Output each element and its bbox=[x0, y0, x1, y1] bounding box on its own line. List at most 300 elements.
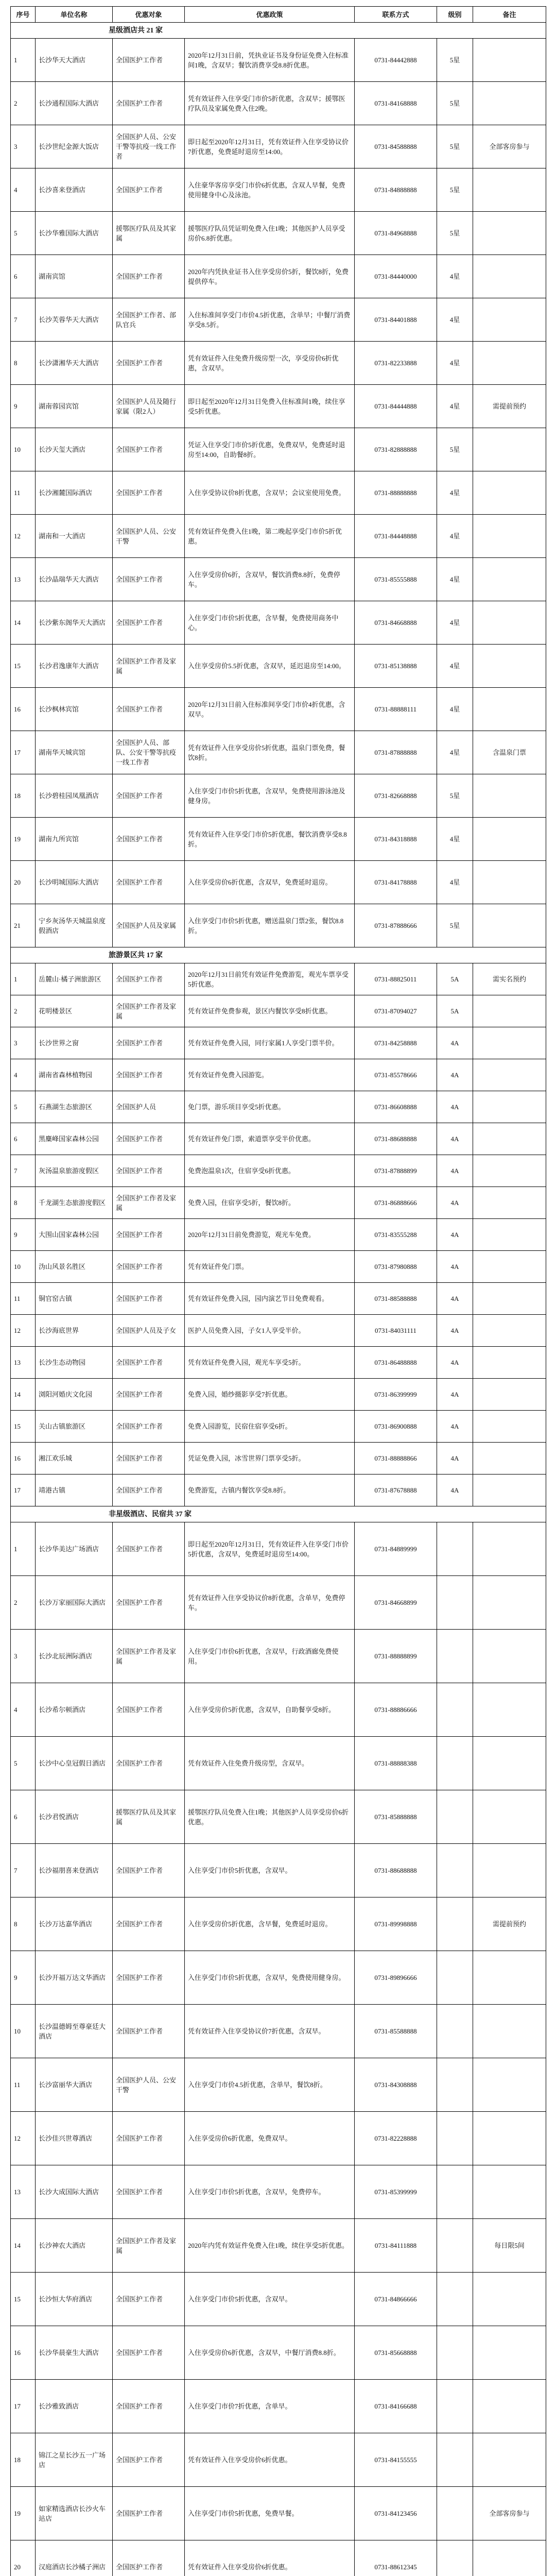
cell-remark bbox=[473, 688, 546, 731]
cell-policy: 凭有效证件入住享受房价6折优惠。 bbox=[185, 2540, 355, 2576]
cell-target: 全国医护工作者 bbox=[113, 1219, 185, 1251]
cell-level bbox=[437, 2005, 473, 2058]
cell-remark bbox=[473, 1155, 546, 1187]
cell-policy: 入住豪华客房享受门市价6折优惠，含双人早餐，免费使用健身中心及泳池。 bbox=[185, 168, 355, 212]
cell-contact: 0731-84444888 bbox=[355, 385, 437, 428]
cell-number: 9 bbox=[11, 385, 36, 428]
cell-policy: 即日起至2020年12月31日免费入住标准间1晚，续住享受5折优惠。 bbox=[185, 385, 355, 428]
cell-contact: 0731-85588888 bbox=[355, 2005, 437, 2058]
cell-contact: 0731-86399999 bbox=[355, 1379, 437, 1411]
table-row bbox=[11, 2326, 546, 2380]
table-row bbox=[11, 1897, 546, 1951]
cell-number: 13 bbox=[11, 558, 36, 601]
table-row bbox=[11, 515, 546, 558]
cell-remark bbox=[473, 2112, 546, 2165]
cell-number: 12 bbox=[11, 1315, 36, 1347]
cell-unit-name: 长沙中心皇冠假日酒店 bbox=[36, 1737, 113, 1790]
cell-target: 全国医护工作者 bbox=[113, 861, 185, 904]
cell-contact: 0731-89998888 bbox=[355, 1897, 437, 1951]
cell-remark: 需提前预约 bbox=[473, 385, 546, 428]
cell-number: 3 bbox=[11, 1630, 36, 1683]
cell-policy: 入住享受房价6折优惠，免费双早。 bbox=[185, 2112, 355, 2165]
table-row bbox=[11, 601, 546, 645]
table-row bbox=[11, 82, 546, 125]
cell-target: 全国医护工作者及家属 bbox=[113, 995, 185, 1027]
table-row bbox=[11, 1315, 546, 1347]
cell-remark: 全部客房参与 bbox=[473, 125, 546, 168]
cell-level: 4A bbox=[437, 1091, 473, 1123]
table-row bbox=[11, 818, 546, 861]
cell-contact: 0731-84668899 bbox=[355, 1576, 437, 1630]
cell-policy: 凭有效证件入住享受房价6折优惠。 bbox=[185, 2433, 355, 2487]
cell-contact: 0731-84318888 bbox=[355, 818, 437, 861]
cell-number: 7 bbox=[11, 1155, 36, 1187]
cell-target: 全国医护工作者 bbox=[113, 168, 185, 212]
cell-level: 5星 bbox=[437, 904, 473, 947]
cell-policy: 免费入园，婚纱摄影享受7折优惠。 bbox=[185, 1379, 355, 1411]
header-number: 序号 bbox=[11, 7, 36, 23]
cell-remark bbox=[473, 1737, 546, 1790]
cell-unit-name: 长沙通程国际大酒店 bbox=[36, 82, 113, 125]
cell-target: 全国医护工作者 bbox=[113, 2112, 185, 2165]
cell-remark bbox=[473, 2326, 546, 2380]
cell-number: 11 bbox=[11, 471, 36, 515]
cell-unit-name: 石燕湖生态旅游区 bbox=[36, 1091, 113, 1123]
cell-contact: 0731-84889999 bbox=[355, 1522, 437, 1576]
cell-contact: 0731-86608888 bbox=[355, 1091, 437, 1123]
table-row bbox=[11, 1790, 546, 1844]
cell-number: 8 bbox=[11, 1187, 36, 1219]
cell-contact: 0731-87678888 bbox=[355, 1475, 437, 1506]
cell-policy: 免费泡温泉1次，住宿享受6折优惠。 bbox=[185, 1155, 355, 1187]
cell-remark bbox=[473, 39, 546, 82]
cell-policy: 入住享受房价6折优惠，含双早，中餐厅消费8.8折。 bbox=[185, 2326, 355, 2380]
cell-level: 4A bbox=[437, 1315, 473, 1347]
cell-unit-name: 长沙晶瑞华天大酒店 bbox=[36, 558, 113, 601]
cell-remark bbox=[473, 1283, 546, 1315]
cell-policy: 入住享受协议价8折优惠，含双早；会议室使用免费。 bbox=[185, 471, 355, 515]
cell-remark bbox=[473, 2540, 546, 2576]
cell-target: 全国医护人员、公安干警 bbox=[113, 2058, 185, 2112]
cell-number: 2 bbox=[11, 1576, 36, 1630]
cell-level: 4星 bbox=[437, 645, 473, 688]
table-row bbox=[11, 2433, 546, 2487]
cell-number: 5 bbox=[11, 1091, 36, 1123]
cell-contact: 0731-84031111 bbox=[355, 1315, 437, 1347]
cell-remark bbox=[473, 515, 546, 558]
cell-number: 16 bbox=[11, 1443, 36, 1475]
cell-unit-name: 长沙北辰洲际酒店 bbox=[36, 1630, 113, 1683]
cell-policy: 凭有效证件入住享受协议价8折优惠，含单早，免费停车。 bbox=[185, 1576, 355, 1630]
cell-target: 援鄂医疗队员及其家属 bbox=[113, 212, 185, 255]
cell-target: 全国医护工作者 bbox=[113, 1155, 185, 1187]
cell-number: 17 bbox=[11, 1475, 36, 1506]
cell-contact: 0731-88888388 bbox=[355, 1737, 437, 1790]
cell-target: 全国医护人员及随行家属（限2人） bbox=[113, 385, 185, 428]
cell-target: 全国医护工作者 bbox=[113, 688, 185, 731]
cell-remark bbox=[473, 212, 546, 255]
table-row bbox=[11, 861, 546, 904]
cell-level: 5星 bbox=[437, 39, 473, 82]
cell-unit-name: 长沙恒大华府酒店 bbox=[36, 2273, 113, 2326]
cell-target: 全国医护工作者 bbox=[113, 1683, 185, 1737]
cell-number: 17 bbox=[11, 731, 36, 774]
cell-level: 4星 bbox=[437, 298, 473, 342]
cell-level: 4A bbox=[437, 1411, 473, 1443]
cell-level: 4星 bbox=[437, 601, 473, 645]
cell-level: 5A bbox=[437, 963, 473, 995]
header-contact: 联系方式 bbox=[355, 7, 437, 23]
cell-policy: 凭有效证件免门票，索道票享受半价优惠。 bbox=[185, 1123, 355, 1155]
cell-policy: 援鄂医疗队员凭证明免费入住1晚；其他医护人员享受房价6.8折优惠。 bbox=[185, 212, 355, 255]
cell-level bbox=[437, 1683, 473, 1737]
cell-remark bbox=[473, 1443, 546, 1475]
table-row bbox=[11, 298, 546, 342]
table-row bbox=[11, 645, 546, 688]
cell-unit-name: 长沙希尔顿酒店 bbox=[36, 1683, 113, 1737]
cell-policy: 凭证免费入园，冰雪世界门票享受5折。 bbox=[185, 1443, 355, 1475]
cell-level: 4A bbox=[437, 1123, 473, 1155]
cell-contact: 0731-84442888 bbox=[355, 39, 437, 82]
cell-level bbox=[437, 1576, 473, 1630]
cell-unit-name: 长沙海底世界 bbox=[36, 1315, 113, 1347]
cell-contact: 0731-82233888 bbox=[355, 342, 437, 385]
cell-contact: 0731-84155555 bbox=[355, 2433, 437, 2487]
cell-target: 全国医护工作者 bbox=[113, 1347, 185, 1379]
cell-unit-name: 长沙紫东阁华天大酒店 bbox=[36, 601, 113, 645]
cell-policy: 凭有效证件入住享受门市价5折优惠，含双早；援鄂医疗队员及家属免费入住2晚。 bbox=[185, 82, 355, 125]
cell-remark bbox=[473, 2005, 546, 2058]
cell-target: 全国医护工作者 bbox=[113, 255, 185, 298]
section-heading-row bbox=[11, 1506, 546, 1522]
cell-contact: 0731-85668888 bbox=[355, 2326, 437, 2380]
cell-unit-name: 铜官窑古镇 bbox=[36, 1283, 113, 1315]
cell-target: 全国医护工作者 bbox=[113, 1123, 185, 1155]
cell-contact: 0731-88888899 bbox=[355, 1630, 437, 1683]
cell-unit-name: 长沙世纪金源大饭店 bbox=[36, 125, 113, 168]
cell-level bbox=[437, 1737, 473, 1790]
cell-target: 全国医护工作者及家属 bbox=[113, 2219, 185, 2273]
cell-unit-name: 长沙枫林宾馆 bbox=[36, 688, 113, 731]
cell-contact: 0731-88688888 bbox=[355, 1123, 437, 1155]
cell-contact: 0731-84123456 bbox=[355, 2487, 437, 2540]
cell-target: 全国医护工作者 bbox=[113, 1027, 185, 1059]
table-row bbox=[11, 1411, 546, 1443]
table-row bbox=[11, 1475, 546, 1506]
cell-level bbox=[437, 1522, 473, 1576]
cell-number: 5 bbox=[11, 1737, 36, 1790]
cell-unit-name: 长沙开福万达文华酒店 bbox=[36, 1951, 113, 2005]
cell-number: 15 bbox=[11, 645, 36, 688]
cell-unit-name: 湖南和一大酒店 bbox=[36, 515, 113, 558]
cell-policy: 入住享受门市价5折优惠，赠送温泉门票2张，餐饮8.8折。 bbox=[185, 904, 355, 947]
table-row bbox=[11, 1155, 546, 1187]
cell-target: 全国医护工作者 bbox=[113, 2165, 185, 2219]
cell-unit-name: 锦江之星长沙五一广场店 bbox=[36, 2433, 113, 2487]
table-row bbox=[11, 1123, 546, 1155]
cell-target: 全国医护工作者及家属 bbox=[113, 645, 185, 688]
cell-remark: 全部客房参与 bbox=[473, 2487, 546, 2540]
cell-number: 11 bbox=[11, 2058, 36, 2112]
table-row bbox=[11, 2380, 546, 2433]
cell-unit-name: 湖南蓉园宾馆 bbox=[36, 385, 113, 428]
cell-remark bbox=[473, 818, 546, 861]
cell-unit-name: 宁乡灰汤华天城温泉度假酒店 bbox=[36, 904, 113, 947]
cell-unit-name: 汉庭酒店长沙橘子洲店 bbox=[36, 2540, 113, 2576]
table-row bbox=[11, 1951, 546, 2005]
cell-number: 13 bbox=[11, 1347, 36, 1379]
cell-remark bbox=[473, 255, 546, 298]
table-row bbox=[11, 1027, 546, 1059]
cell-remark bbox=[473, 1475, 546, 1506]
table-row bbox=[11, 39, 546, 82]
cell-level: 4A bbox=[437, 1059, 473, 1091]
cell-policy: 入住享受房价5折优惠，含双早，自助餐享受8折。 bbox=[185, 1683, 355, 1737]
cell-unit-name: 长沙雅致酒店 bbox=[36, 2380, 113, 2433]
cell-contact: 0731-85555888 bbox=[355, 558, 437, 601]
cell-contact: 0731-84448888 bbox=[355, 515, 437, 558]
header-target: 优惠对象 bbox=[113, 7, 185, 23]
cell-target: 全国医护工作者 bbox=[113, 1475, 185, 1506]
cell-contact: 0731-84866666 bbox=[355, 2273, 437, 2326]
cell-unit-name: 关山古镇旅游区 bbox=[36, 1411, 113, 1443]
cell-level: 4A bbox=[437, 1475, 473, 1506]
table-row bbox=[11, 385, 546, 428]
cell-contact: 0731-88688888 bbox=[355, 1844, 437, 1897]
cell-policy: 入住享受房价5.5折优惠，含双早，延迟退房至14:00。 bbox=[185, 645, 355, 688]
cell-level bbox=[437, 2112, 473, 2165]
cell-remark bbox=[473, 645, 546, 688]
cell-number: 8 bbox=[11, 342, 36, 385]
table-row bbox=[11, 125, 546, 168]
cell-unit-name: 如家精选酒店长沙火车站店 bbox=[36, 2487, 113, 2540]
cell-unit-name: 长沙君逸康年大酒店 bbox=[36, 645, 113, 688]
section-heading-row bbox=[11, 23, 546, 39]
cell-target: 全国医护工作者 bbox=[113, 1059, 185, 1091]
cell-unit-name: 长沙大成国际大酒店 bbox=[36, 2165, 113, 2219]
cell-remark bbox=[473, 168, 546, 212]
cell-contact: 0731-82888888 bbox=[355, 428, 437, 471]
cell-unit-name: 湘江欢乐城 bbox=[36, 1443, 113, 1475]
cell-remark bbox=[473, 601, 546, 645]
cell-level: 4星 bbox=[437, 385, 473, 428]
table-row bbox=[11, 1251, 546, 1283]
cell-policy: 即日起至2020年12月31日，凭有效证件入住享受协议价7折优惠，免费延时退房至14:00。 bbox=[185, 125, 355, 168]
cell-target: 全国医护工作者 bbox=[113, 2433, 185, 2487]
cell-unit-name: 灰汤温泉旅游度假区 bbox=[36, 1155, 113, 1187]
cell-policy: 免费游览，古镇内餐饮享受8.8折。 bbox=[185, 1475, 355, 1506]
cell-level: 4A bbox=[437, 1443, 473, 1475]
table-row bbox=[11, 428, 546, 471]
cell-policy: 入住享受门市价6折优惠，含双早，行政酒廊免费使用。 bbox=[185, 1630, 355, 1683]
cell-target: 全国医护人员 bbox=[113, 1091, 185, 1123]
cell-level bbox=[437, 2540, 473, 2576]
table-row bbox=[11, 2165, 546, 2219]
cell-contact: 0731-88825011 bbox=[355, 963, 437, 995]
cell-policy: 2020年12月31日前凭有效证件免费游览，观光车票享受5折优惠。 bbox=[185, 963, 355, 995]
cell-policy: 免费入园游览，民宿住宿享受6折。 bbox=[185, 1411, 355, 1443]
cell-unit-name: 长沙万达嘉华酒店 bbox=[36, 1897, 113, 1951]
cell-unit-name: 黑麋峰国家森林公园 bbox=[36, 1123, 113, 1155]
cell-policy: 凭有效证件免费入园，同行家属1人享受门票半价。 bbox=[185, 1027, 355, 1059]
cell-policy: 入住享受门市价5折优惠，含双早。 bbox=[185, 2273, 355, 2326]
cell-number: 19 bbox=[11, 2487, 36, 2540]
table-row bbox=[11, 2005, 546, 2058]
cell-level bbox=[437, 2165, 473, 2219]
cell-number: 9 bbox=[11, 1951, 36, 2005]
cell-unit-name: 长沙生态动物园 bbox=[36, 1347, 113, 1379]
cell-contact: 0731-84668888 bbox=[355, 601, 437, 645]
cell-target: 全国医护工作者 bbox=[113, 39, 185, 82]
cell-contact: 0731-84111888 bbox=[355, 2219, 437, 2273]
cell-number: 6 bbox=[11, 255, 36, 298]
cell-level: 5星 bbox=[437, 125, 473, 168]
table-row bbox=[11, 1059, 546, 1091]
cell-number: 14 bbox=[11, 1379, 36, 1411]
cell-remark bbox=[473, 298, 546, 342]
cell-policy: 入住享受门市价5折优惠，含双早，免费使用游泳池及健身房。 bbox=[185, 774, 355, 818]
cell-remark bbox=[473, 2165, 546, 2219]
cell-policy: 凭有效证件入住享受房价5折优惠，温泉门票免费，餐饮8折。 bbox=[185, 731, 355, 774]
cell-contact: 0731-88888111 bbox=[355, 688, 437, 731]
cell-target: 全国医护工作者 bbox=[113, 2005, 185, 2058]
cell-remark bbox=[473, 1347, 546, 1379]
cell-target: 全国医护工作者 bbox=[113, 1844, 185, 1897]
cell-unit-name: 长沙湘麓国际酒店 bbox=[36, 471, 113, 515]
cell-target: 全国医护工作者 bbox=[113, 2326, 185, 2380]
cell-contact: 0731-84968888 bbox=[355, 212, 437, 255]
cell-number: 14 bbox=[11, 601, 36, 645]
cell-contact: 0731-85578666 bbox=[355, 1059, 437, 1091]
cell-level: 4A bbox=[437, 1155, 473, 1187]
cell-remark: 含温泉门票 bbox=[473, 731, 546, 774]
cell-level: 4星 bbox=[437, 558, 473, 601]
cell-target: 全国医护人员、公安干警 bbox=[113, 515, 185, 558]
cell-unit-name: 长沙华雅国际大酒店 bbox=[36, 212, 113, 255]
cell-remark: 需提前预约 bbox=[473, 1897, 546, 1951]
cell-target: 全国医护工作者 bbox=[113, 963, 185, 995]
cell-contact: 0731-87980888 bbox=[355, 1251, 437, 1283]
table-header-row bbox=[11, 7, 546, 23]
cell-target: 全国医护工作者 bbox=[113, 471, 185, 515]
table-row bbox=[11, 2540, 546, 2576]
cell-contact: 0731-83555288 bbox=[355, 1219, 437, 1251]
cell-number: 18 bbox=[11, 774, 36, 818]
cell-level bbox=[437, 2433, 473, 2487]
cell-policy: 凭有效证件免费入园，园内演艺节目免费观看。 bbox=[185, 1283, 355, 1315]
cell-level bbox=[437, 1951, 473, 2005]
cell-remark: 需实名预约 bbox=[473, 963, 546, 995]
cell-number: 2 bbox=[11, 82, 36, 125]
cell-unit-name: 千龙湖生态旅游度假区 bbox=[36, 1187, 113, 1219]
cell-number: 20 bbox=[11, 2540, 36, 2576]
table-row bbox=[11, 2487, 546, 2540]
cell-number: 7 bbox=[11, 298, 36, 342]
table-body bbox=[11, 23, 546, 2576]
cell-unit-name: 长沙碧桂园凤凰酒店 bbox=[36, 774, 113, 818]
cell-level bbox=[437, 2326, 473, 2380]
cell-unit-name: 湖南省森林植物园 bbox=[36, 1059, 113, 1091]
cell-policy: 入住享受门市价7折优惠，含单早。 bbox=[185, 2380, 355, 2433]
cell-remark bbox=[473, 904, 546, 947]
table-row bbox=[11, 1283, 546, 1315]
cell-level: 4星 bbox=[437, 688, 473, 731]
cell-number: 15 bbox=[11, 1411, 36, 1443]
cell-number: 18 bbox=[11, 2433, 36, 2487]
cell-target: 全国医护工作者、部队官兵 bbox=[113, 298, 185, 342]
table-row bbox=[11, 963, 546, 995]
cell-contact: 0731-88888888 bbox=[355, 471, 437, 515]
cell-target: 全国医护工作者 bbox=[113, 2540, 185, 2576]
cell-remark bbox=[473, 558, 546, 601]
cell-unit-name: 长沙君悦酒店 bbox=[36, 1790, 113, 1844]
cell-contact: 0731-88588888 bbox=[355, 1283, 437, 1315]
cell-unit-name: 长沙华晨豪生大酒店 bbox=[36, 2326, 113, 2380]
table-row bbox=[11, 1737, 546, 1790]
cell-number: 10 bbox=[11, 2005, 36, 2058]
cell-unit-name: 湖南宾馆 bbox=[36, 255, 113, 298]
cell-level bbox=[437, 2219, 473, 2273]
cell-level bbox=[437, 2058, 473, 2112]
table-row bbox=[11, 1347, 546, 1379]
cell-number: 19 bbox=[11, 818, 36, 861]
cell-level bbox=[437, 2487, 473, 2540]
header-policy: 优惠政策 bbox=[185, 7, 355, 23]
cell-remark bbox=[473, 342, 546, 385]
cell-remark bbox=[473, 428, 546, 471]
cell-unit-name: 花明楼景区 bbox=[36, 995, 113, 1027]
section-title: 星级酒店共 21 家 bbox=[11, 23, 546, 39]
cell-level: 4星 bbox=[437, 861, 473, 904]
cell-contact: 0731-84168888 bbox=[355, 82, 437, 125]
cell-target: 全国医护工作者 bbox=[113, 774, 185, 818]
cell-contact: 0731-89896666 bbox=[355, 1951, 437, 2005]
cell-level: 4星 bbox=[437, 515, 473, 558]
cell-unit-name: 岳麓山·橘子洲旅游区 bbox=[36, 963, 113, 995]
table-row bbox=[11, 1379, 546, 1411]
cell-remark bbox=[473, 1091, 546, 1123]
cell-contact: 0731-88888866 bbox=[355, 1443, 437, 1475]
table-row bbox=[11, 2058, 546, 2112]
cell-remark bbox=[473, 1630, 546, 1683]
cell-policy: 凭有效证件免费入住1晚，第二晚起享受门市价5折优惠。 bbox=[185, 515, 355, 558]
cell-level: 4星 bbox=[437, 255, 473, 298]
cell-level: 4A bbox=[437, 1027, 473, 1059]
cell-number: 4 bbox=[11, 168, 36, 212]
table-row bbox=[11, 212, 546, 255]
cell-level: 4A bbox=[437, 1251, 473, 1283]
cell-level: 5星 bbox=[437, 774, 473, 818]
cell-number: 1 bbox=[11, 1522, 36, 1576]
cell-number: 4 bbox=[11, 1059, 36, 1091]
cell-level: 4A bbox=[437, 1379, 473, 1411]
cell-target: 全国医护工作者 bbox=[113, 1576, 185, 1630]
cell-remark bbox=[473, 1315, 546, 1347]
table-row bbox=[11, 1091, 546, 1123]
cell-policy: 援鄂医疗队员免费入住1晚；其他医护人员享受房价6折优惠。 bbox=[185, 1790, 355, 1844]
cell-unit-name: 长沙潇湘华天大酒店 bbox=[36, 342, 113, 385]
table-row bbox=[11, 1576, 546, 1630]
cell-level: 5星 bbox=[437, 212, 473, 255]
cell-level: 4A bbox=[437, 1187, 473, 1219]
cell-policy: 凭有效证件入住免费升级房型一次，享受房价6折优惠，含双早。 bbox=[185, 342, 355, 385]
cell-number: 21 bbox=[11, 904, 36, 947]
cell-target: 全国医护工作者 bbox=[113, 1411, 185, 1443]
cell-policy: 凭有效证件入住享受门市价5折优惠，餐饮消费享受8.8折。 bbox=[185, 818, 355, 861]
cell-unit-name: 浏阳河婚庆文化园 bbox=[36, 1379, 113, 1411]
cell-remark bbox=[473, 1951, 546, 2005]
cell-contact: 0731-87888666 bbox=[355, 904, 437, 947]
